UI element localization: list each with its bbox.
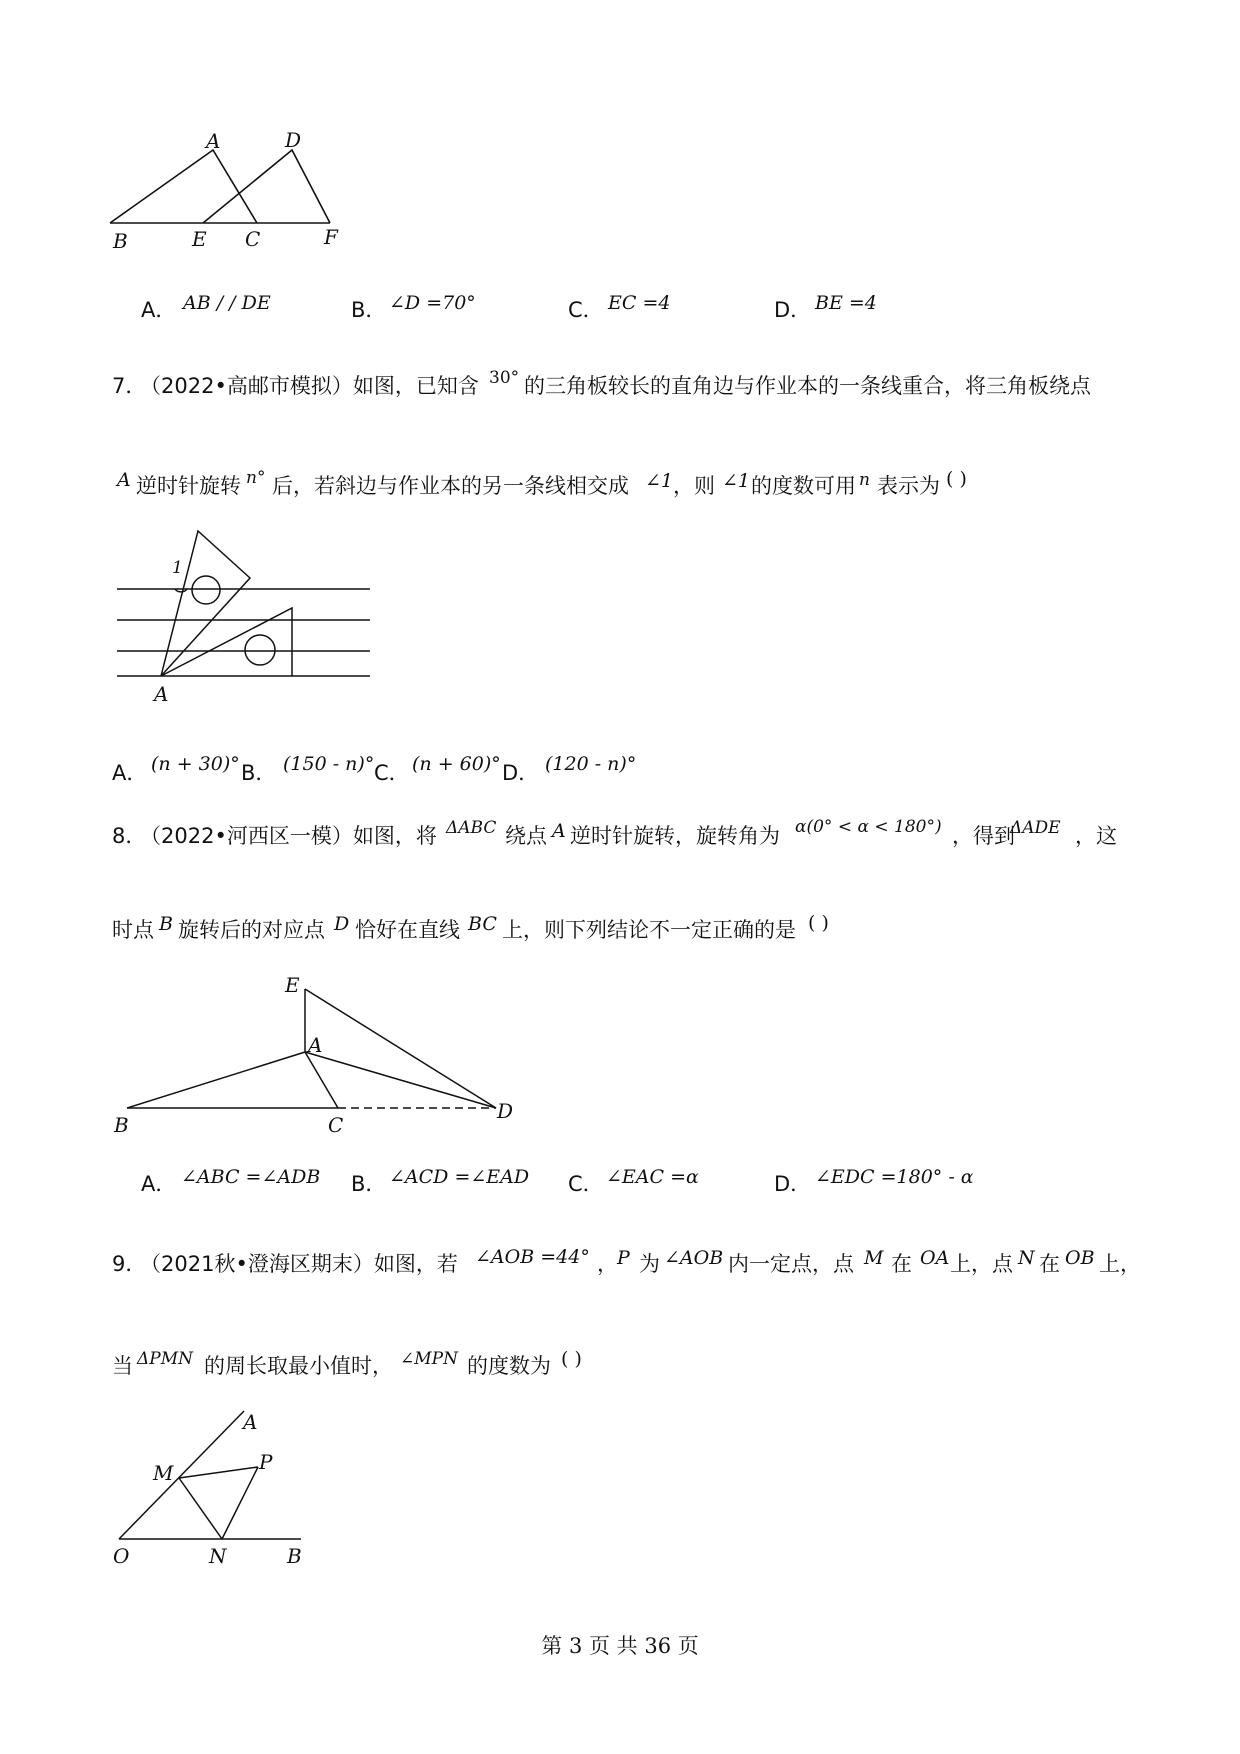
q8-option-a[interactable]: ∠ABC =∠ADB — [181, 1166, 321, 1188]
q8-option-b-prefix: B． — [351, 1172, 387, 1196]
q8-text: 逆时针旋转，旋转角为 — [570, 824, 780, 848]
q8-math: A — [552, 820, 566, 842]
label-b: B — [114, 1113, 129, 1137]
q8-option-a-prefix: A． — [141, 1172, 177, 1196]
q6-option-c[interactable]: EC =4 — [608, 292, 671, 314]
label-n: N — [209, 1544, 227, 1568]
label-e: E — [285, 973, 300, 997]
q8-text: ，这 — [1075, 824, 1117, 848]
q9-math: P — [617, 1247, 630, 1269]
q7-text: ，则 — [673, 474, 715, 498]
q7-option-c-prefix: C． — [374, 761, 410, 785]
q7-text: 逆时针旋转 — [136, 474, 241, 498]
q7-option-d[interactable]: (120 - n)° — [545, 753, 637, 775]
q9-math: ∠AOB — [664, 1247, 724, 1269]
q8-text: 上，则下列结论不一定正确的是 — [502, 918, 796, 942]
q7-option-a-prefix: A． — [112, 761, 148, 785]
label-c: C — [245, 227, 261, 251]
q7-option-b-prefix: B． — [241, 761, 277, 785]
q9-text: 上，点 — [950, 1252, 1013, 1276]
q8-math: α(0° < α < 180°) — [795, 817, 942, 837]
q8-option-b[interactable]: ∠ACD =∠EAD — [389, 1166, 530, 1188]
label-f: F — [324, 225, 338, 249]
q9-answer-paren: ( ) — [561, 1348, 582, 1370]
label-d: D — [285, 128, 302, 152]
q8-text: （2022•河西区一模）如图，将 — [140, 824, 437, 848]
q8-text: 时点 — [112, 918, 154, 942]
q9-text: 内一定点，点 — [728, 1252, 854, 1276]
q6-option-b-prefix: B． — [351, 298, 387, 322]
q9-math: OA — [920, 1247, 950, 1269]
q6-option-a[interactable]: AB / / DE — [183, 292, 271, 314]
q6-option-d[interactable]: BE =4 — [815, 292, 877, 314]
label-a: A — [154, 682, 169, 706]
q7-text: 的三角板较长的直角边与作业本的一条线重合，将三角板绕点 — [524, 374, 1091, 398]
q9-number: 9． — [112, 1252, 147, 1276]
label-a: A — [243, 1410, 258, 1434]
q8-math: ΔABC — [446, 818, 497, 838]
q6-option-b[interactable]: ∠D =70° — [389, 292, 476, 314]
q8-option-d[interactable]: ∠EDC =180° - α — [815, 1166, 974, 1188]
label-b: B — [287, 1544, 302, 1568]
q9-text: （2021秋•澄海区期末）如图，若 — [140, 1252, 458, 1276]
label-o: O — [113, 1544, 130, 1568]
q6-option-d-prefix: D． — [774, 298, 812, 322]
q9-text: 为 — [639, 1252, 660, 1276]
q8-math: ΔADE — [1010, 818, 1061, 838]
q8-text: 恰好在直线 — [355, 918, 460, 942]
q7-math: ∠1 — [722, 470, 751, 492]
q6-option-c-prefix: C． — [568, 298, 604, 322]
q7-math: n — [859, 470, 870, 490]
q9-math: ∠AOB =44° — [475, 1246, 590, 1268]
q7-option-c[interactable]: (n + 60)° — [412, 753, 501, 775]
label-p: P — [259, 1450, 273, 1474]
q9-text: 当 — [112, 1354, 133, 1378]
page-footer: 第 3 页 共 36 页 — [541, 1634, 699, 1658]
q8-math: B — [159, 913, 173, 935]
q7-text: 的度数可用 — [751, 474, 856, 498]
q7-math: 30° — [489, 368, 520, 388]
q8-option-d-prefix: D． — [774, 1172, 812, 1196]
q8-math: D — [334, 913, 350, 935]
q8-text: 绕点 — [505, 824, 547, 848]
label-d: D — [497, 1099, 514, 1123]
q6-option-a-prefix: A． — [141, 298, 177, 322]
q7-option-b[interactable]: (150 - n)° — [283, 753, 375, 775]
q7-text: 表示为 — [877, 474, 940, 498]
q8-text: ，得到 — [952, 824, 1015, 848]
q8-option-c-prefix: C． — [568, 1172, 604, 1196]
q7-text: 后，若斜边与作业本的另一条线相交成 — [272, 474, 629, 498]
q8-math: BC — [468, 913, 497, 935]
q7-math: ∠1 — [645, 470, 674, 492]
q9-text: 在 — [1039, 1252, 1060, 1276]
angle-1-label: 1 — [172, 558, 183, 578]
q7-answer-paren: ( ) — [946, 468, 967, 490]
q8-answer-paren: ( ) — [808, 912, 829, 934]
q7-math: n° — [246, 468, 266, 488]
q7-text: （2022•高邮市模拟）如图，已知含 — [140, 374, 479, 398]
q8-text: 旋转后的对应点 — [178, 918, 325, 942]
q9-text: ， — [597, 1252, 618, 1276]
q9-math: N — [1018, 1247, 1035, 1269]
q7-number: 7． — [112, 374, 147, 398]
q9-text: 在 — [891, 1252, 912, 1276]
q8-option-c[interactable]: ∠EAC =α — [606, 1166, 699, 1188]
label-b: B — [113, 229, 128, 253]
q9-text: 的度数为 — [467, 1354, 551, 1378]
label-c: C — [328, 1113, 344, 1137]
q7-option-a[interactable]: (n + 30)° — [151, 753, 240, 775]
q9-math: M — [864, 1247, 884, 1269]
label-m: M — [153, 1461, 174, 1485]
q9-text: 上， — [1099, 1252, 1141, 1276]
label-e: E — [192, 227, 207, 251]
label-a: A — [206, 129, 221, 153]
q8-number: 8． — [112, 824, 147, 848]
q9-math: ∠MPN — [400, 1349, 458, 1369]
q7-math: A — [117, 469, 131, 491]
q9-math: OB — [1065, 1247, 1095, 1269]
q9-math: ΔPMN — [137, 1349, 193, 1369]
label-a: A — [308, 1033, 323, 1057]
q7-option-d-prefix: D． — [502, 761, 540, 785]
q9-text: 的周长取最小值时， — [204, 1354, 393, 1378]
